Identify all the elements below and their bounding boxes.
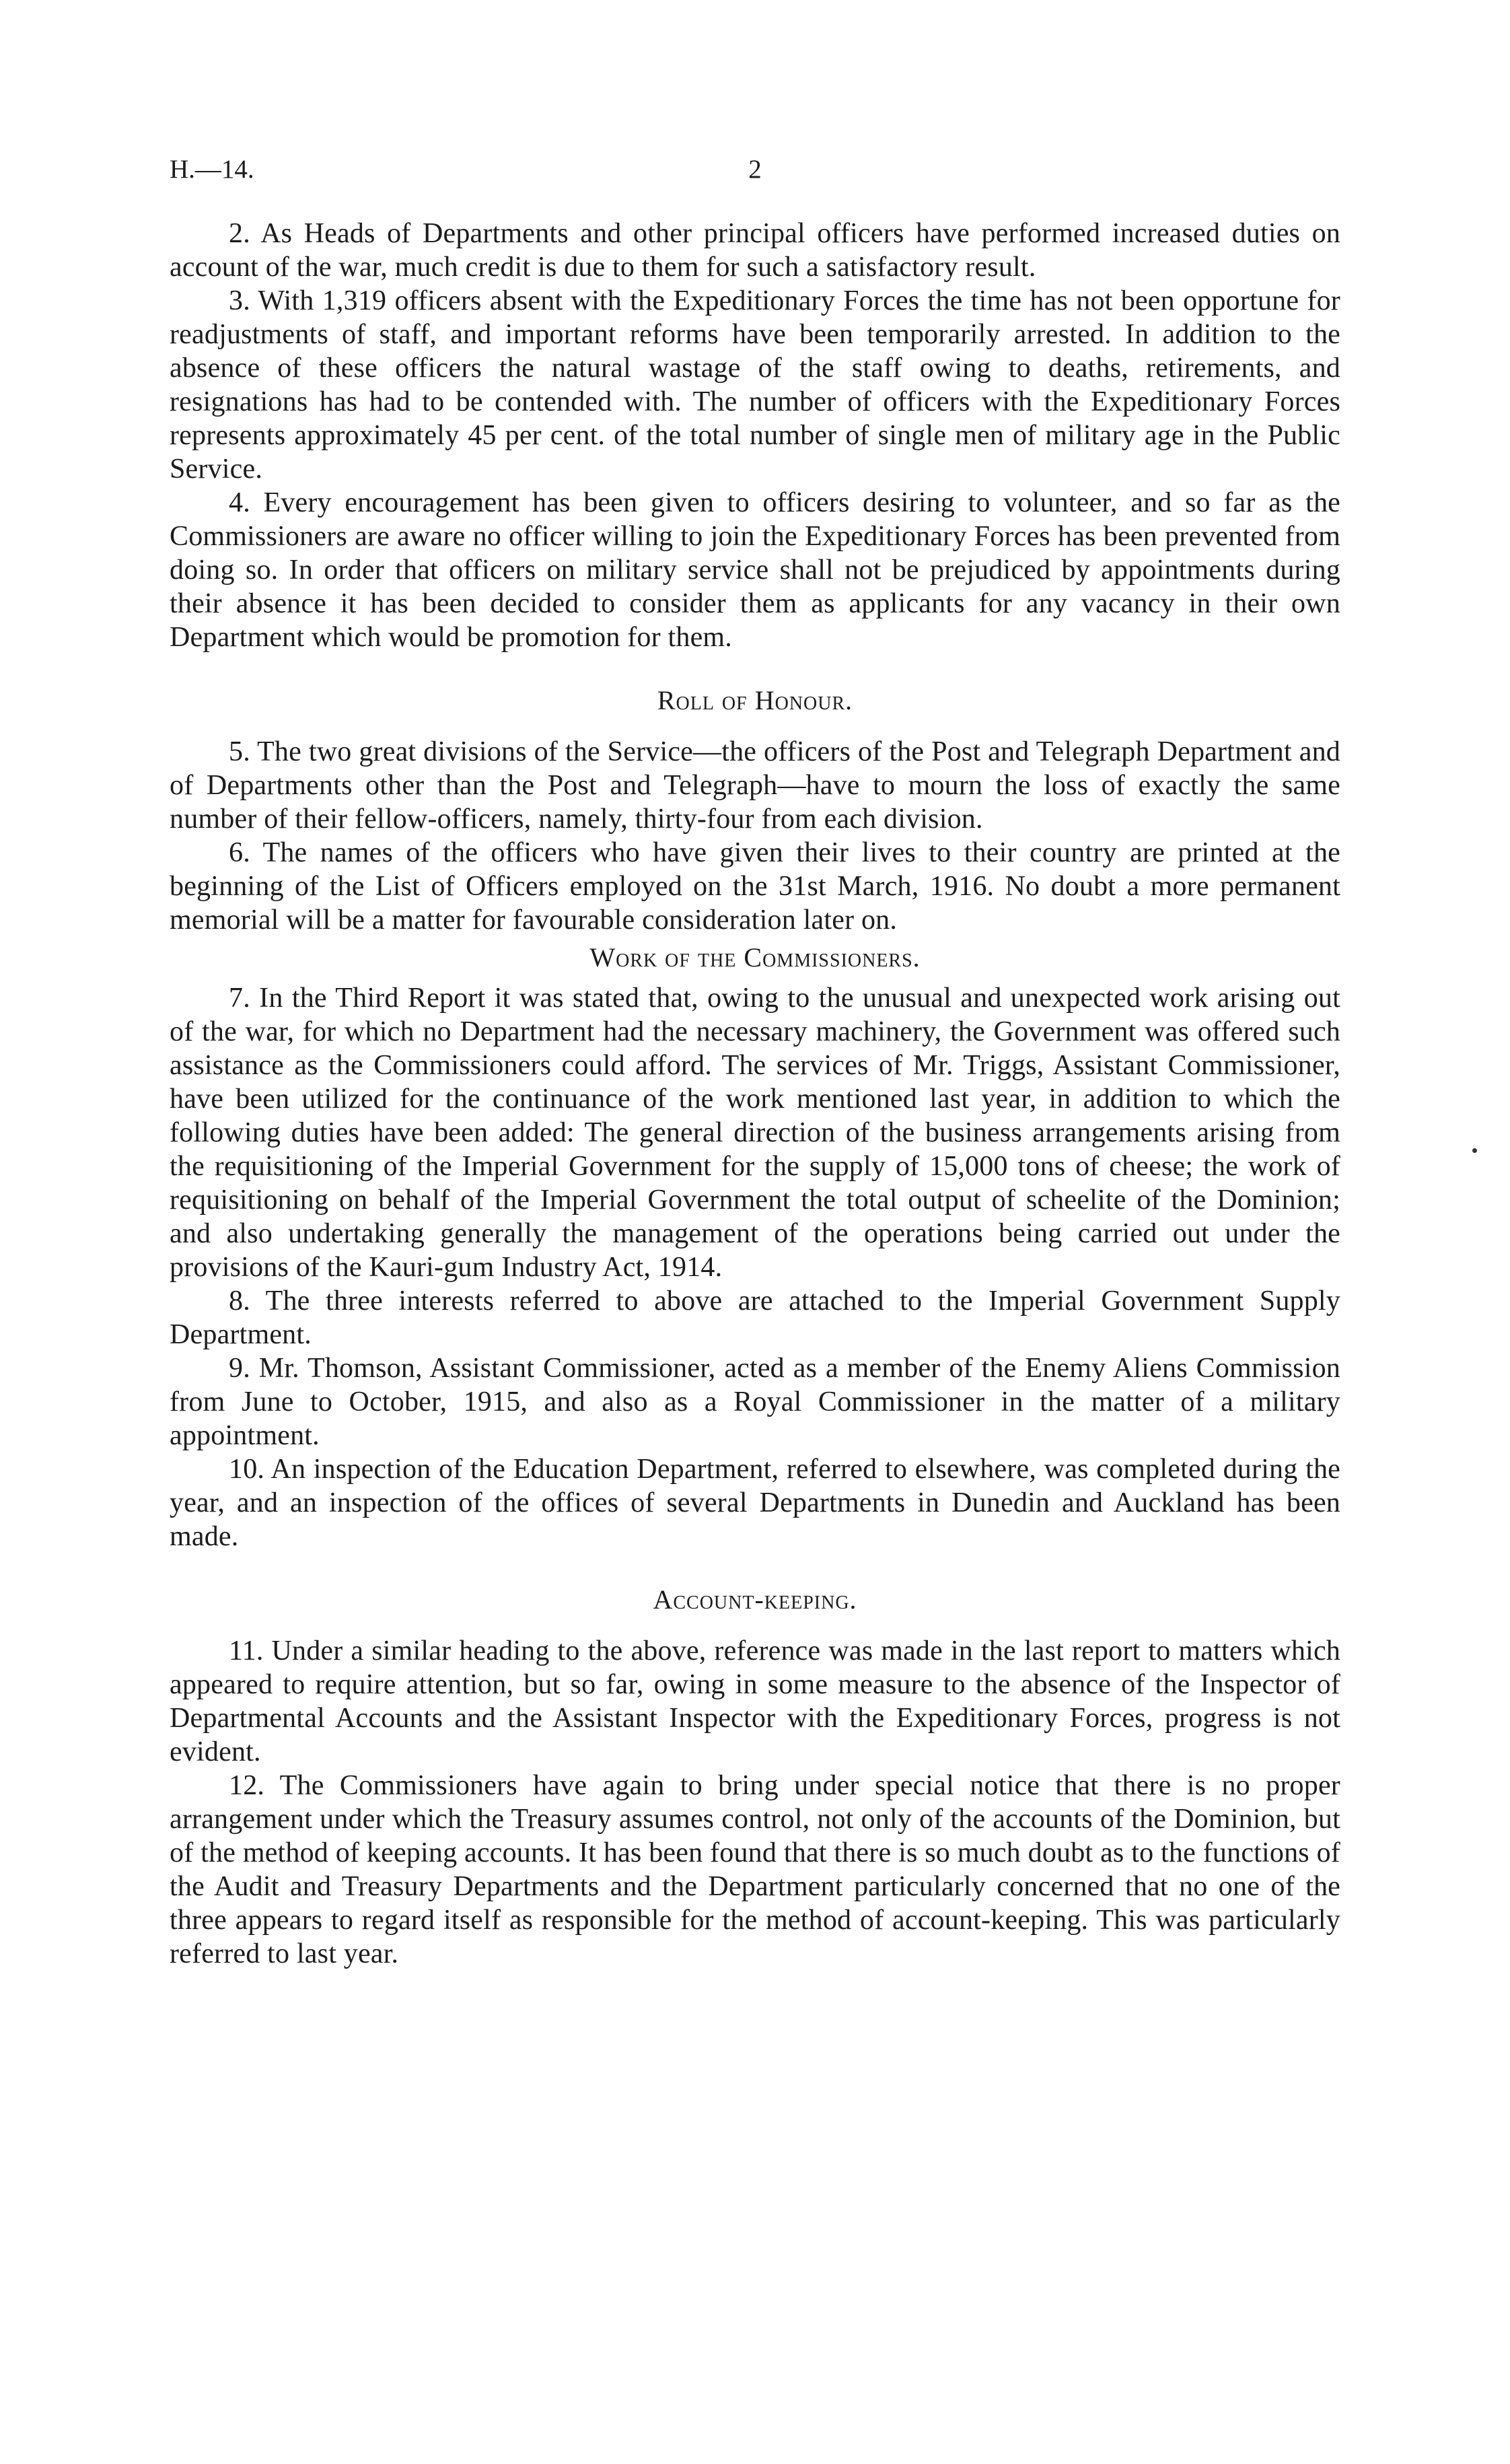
paragraph-7: 7. In the Third Report it was stated that, owing to the unusual and unexpected work arising out of the war, for which no Department had the necessary machinery, the Government was offered such assistance as the Commissioners could afford. The services of Mr. Triggs, Assistant Commissioner, have been utilized for the continuance of the work mentioned last year, in addition to which the following duties have been added: The general direction of the business arrangements arising from the requisitioning of the Imperial Government for the supply of 15,000 tons of cheese; the work of requisitioning on behalf of the Imperial Government the total output of scheelite of the Dominion; and also undertaking generally the management of the operations being carried out under the provisions of the Kauri-gum Industry Act, 1914. <box>170 983 1340 1283</box>
paragraph-6: 6. The names of the officers who have given their lives to their country are printed at the beginning of the List of Officers employed on the 31st March, 1916. No doubt a more permanent memorial will be a matter for favourable consideration later on. <box>170 837 1340 936</box>
heading-account-keeping: Account-keeping. <box>653 1584 857 1615</box>
page-number: 2 <box>748 155 762 184</box>
heading-work-of-commissioners: Work of the Commissioners. <box>589 942 921 973</box>
paragraph-4: 4. Every encouragement has been given to officers desiring to volunteer, and so far as the Commissioners are aware no officer willing to join the Expeditionary Forces has been prevented from doing so. In order that officers on military service shall not be prejudiced by appointments during their absence it has been decided to consider them as applicants for any vacancy in their own Department which would be promotion for them. <box>170 487 1340 653</box>
paragraph-5: 5. The two great divisions of the Service—the officers of the Post and Telegraph Department and of Departments other than the Post and Telegraph—have to mourn the loss of exactly the same number of their fellow-officers, namely, thirty-four from each division. <box>170 736 1340 835</box>
paragraph-9: 9. Mr. Thomson, Assistant Commissioner, acted as a member of the Enemy Aliens Commission from June to October, 1915, and also as a Royal Commissioner in the matter of a military appointment. <box>170 1353 1340 1451</box>
page-header <box>170 149 1340 190</box>
report-body <box>170 217 1340 1971</box>
paragraph-3: 3. With 1,319 officers absent with the Expeditionary Forces the time has not been opportune for readjustments of staff, and important reforms have been temporarily arrested. In addition to the absence of these officers the natural wastage of the staff owing to deaths, retirements, and resignations has had to be contended with. The number of officers with the Expeditionary Forces represents approximately 45 per cent. of the total number of single men of military age in the Public Service. <box>170 285 1340 485</box>
paragraph-8: 8. The three interests referred to above are attached to the Imperial Government Supply Department. <box>170 1286 1340 1350</box>
paragraph-11: 11. Under a similar heading to the above, reference was made in the last report to matters which appeared to require attention, but so far, owing in some measure to the absence of the Inspector of Departmental Accounts and the Assistant Inspector with the Expeditionary Forces, progress is not evident. <box>170 1635 1340 1767</box>
document-reference: H.—14. <box>170 155 254 184</box>
heading-roll-of-honour: Roll of Honour. <box>657 685 853 715</box>
paragraph-2: 2. As Heads of Departments and other principal officers have performed increased duties on account of the war, much credit is due to them for such a satisfactory result. <box>170 218 1340 283</box>
margin-speck <box>1472 1148 1477 1153</box>
paragraph-10: 10. An inspection of the Education Department, referred to elsewhere, was completed during the year, and an inspection of the offices of several Departments in Dunedin and Auckland has been made. <box>170 1454 1340 1552</box>
paragraph-12: 12. The Commissioners have again to bring under special notice that there is no proper arrangement under which the Treasury assumes control, not only of the accounts of the Dominion, but of the method of keeping accounts. It has been found that there is so much doubt as to the functions of the Audit and Treasury Departments and the Department particularly concerned that no one of the three appears to regard itself as responsible for the method of account-keeping. This was particularly referred to last year. <box>170 1770 1340 1969</box>
